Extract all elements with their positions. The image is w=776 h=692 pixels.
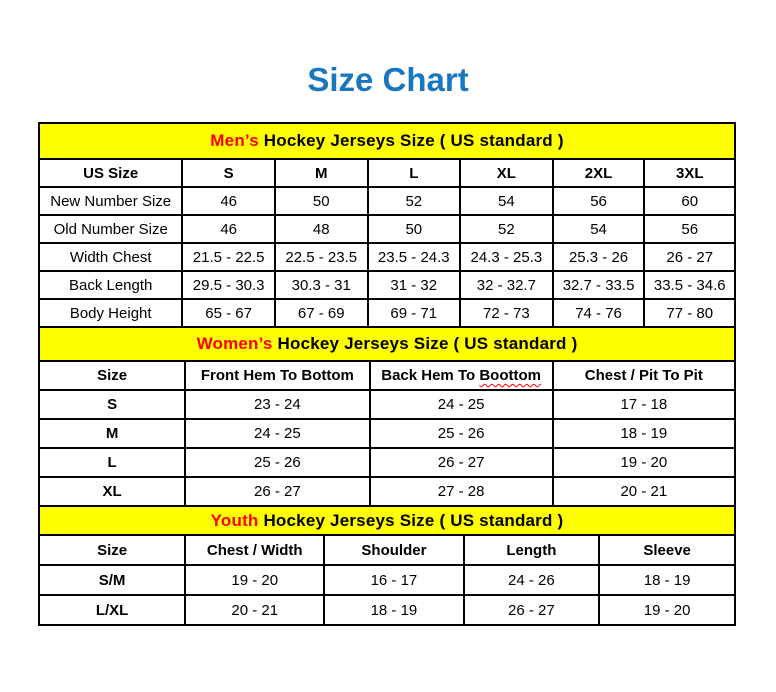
- womens-size-table: [38, 326, 736, 507]
- row-label: New Number Size: [39, 187, 182, 215]
- row-label: Back Length: [39, 271, 182, 299]
- size-cell: 54: [460, 187, 553, 215]
- row-label: Body Height: [39, 299, 182, 327]
- mens-banner-row: [39, 123, 735, 159]
- column-header: US Size: [39, 159, 182, 187]
- size-cell: 16 - 17: [324, 565, 463, 595]
- size-cell: 60: [644, 187, 735, 215]
- size-cell: 25 - 26: [185, 448, 369, 477]
- youth-table-row: [39, 595, 735, 625]
- row-label: S/M: [39, 565, 185, 595]
- size-cell: 32 - 32.7: [460, 271, 553, 299]
- size-cell: 72 - 73: [460, 299, 553, 327]
- column-header: Length: [464, 535, 600, 565]
- mens-size-table: [38, 122, 736, 328]
- size-cell: 32.7 - 33.5: [553, 271, 645, 299]
- size-cell: 20 - 21: [553, 477, 735, 506]
- row-label: S: [39, 390, 185, 419]
- size-cell: 26 - 27: [370, 448, 553, 477]
- size-cell: 74 - 76: [553, 299, 645, 327]
- size-cell: 25 - 26: [370, 419, 553, 448]
- size-cell: 56: [644, 215, 735, 243]
- size-cell: 50: [275, 187, 368, 215]
- womens-section-banner: Women’s Hockey Jerseys Size ( US standard ): [39, 327, 735, 361]
- youth-header-row: [39, 535, 735, 565]
- size-cell: 26 - 27: [185, 477, 369, 506]
- mens-table-row: [39, 215, 735, 243]
- youth-banner-highlight: Youth: [210, 510, 259, 530]
- youth-size-table: [38, 505, 736, 626]
- size-cell: 24.3 - 25.3: [460, 243, 553, 271]
- column-header: 3XL: [644, 159, 735, 187]
- size-cell: 19 - 20: [553, 448, 735, 477]
- womens-banner-highlight: Women’s: [196, 334, 273, 353]
- size-cell: 33.5 - 34.6: [644, 271, 735, 299]
- row-label: Old Number Size: [39, 215, 182, 243]
- mens-header-row: [39, 159, 735, 187]
- size-cell: 26 - 27: [644, 243, 735, 271]
- size-cell: 20 - 21: [185, 595, 324, 625]
- size-cell: 24 - 25: [370, 390, 553, 419]
- column-header: Size: [39, 535, 185, 565]
- row-label: L/XL: [39, 595, 185, 625]
- size-cell: 30.3 - 31: [275, 271, 368, 299]
- column-header: S: [182, 159, 275, 187]
- column-header: Chest / Width: [185, 535, 324, 565]
- size-tables: [38, 122, 736, 626]
- youth-table-row: [39, 565, 735, 595]
- page-title: Size Chart: [307, 61, 469, 98]
- size-cell: 50: [368, 215, 461, 243]
- size-cell: 52: [368, 187, 461, 215]
- size-cell: 19 - 20: [185, 565, 324, 595]
- size-cell: 54: [553, 215, 645, 243]
- size-cell: 24 - 25: [185, 419, 369, 448]
- size-cell: 25.3 - 26: [553, 243, 645, 271]
- size-cell: 23 - 24: [185, 390, 369, 419]
- column-header: XL: [460, 159, 553, 187]
- womens-table-row: [39, 390, 735, 419]
- womens-table-row: [39, 448, 735, 477]
- row-label: L: [39, 448, 185, 477]
- row-label: Width Chest: [39, 243, 182, 271]
- size-cell: 26 - 27: [464, 595, 600, 625]
- column-header: Size: [39, 361, 185, 390]
- size-cell: 56: [553, 187, 645, 215]
- youth-banner-row: [39, 506, 735, 535]
- column-header: Chest / Pit To Pit: [553, 361, 735, 390]
- size-cell: 67 - 69: [275, 299, 368, 327]
- size-cell: 31 - 32: [368, 271, 461, 299]
- youth-section-banner: Youth Hockey Jerseys Size ( US standard ): [39, 506, 735, 535]
- mens-table-row: [39, 299, 735, 327]
- size-cell: 65 - 67: [182, 299, 275, 327]
- column-header: M: [275, 159, 368, 187]
- size-cell: 21.5 - 22.5: [182, 243, 275, 271]
- size-cell: 18 - 19: [324, 595, 463, 625]
- column-header: L: [368, 159, 461, 187]
- column-header: Front Hem To Bottom: [185, 361, 369, 390]
- size-cell: 22.5 - 23.5: [275, 243, 368, 271]
- womens-banner-row: [39, 327, 735, 361]
- column-header: Shoulder: [324, 535, 463, 565]
- mens-table-row: [39, 187, 735, 215]
- size-cell: 18 - 19: [553, 419, 735, 448]
- womens-header-row: [39, 361, 735, 390]
- misspelled-word: Boottom: [479, 367, 541, 384]
- size-cell: 69 - 71: [368, 299, 461, 327]
- size-cell: 77 - 80: [644, 299, 735, 327]
- size-cell: 24 - 26: [464, 565, 600, 595]
- size-cell: 52: [460, 215, 553, 243]
- size-cell: 46: [182, 215, 275, 243]
- size-cell: 23.5 - 24.3: [368, 243, 461, 271]
- mens-table-row: [39, 243, 735, 271]
- womens-table-row: [39, 419, 735, 448]
- row-label: M: [39, 419, 185, 448]
- size-cell: 29.5 - 30.3: [182, 271, 275, 299]
- column-header: 2XL: [553, 159, 645, 187]
- size-cell: 18 - 19: [599, 565, 735, 595]
- womens-table-row: [39, 477, 735, 506]
- mens-table-row: [39, 271, 735, 299]
- size-cell: 19 - 20: [599, 595, 735, 625]
- size-cell: 17 - 18: [553, 390, 735, 419]
- mens-banner-highlight: Men’s: [210, 131, 259, 150]
- size-cell: 27 - 28: [370, 477, 553, 506]
- size-cell: 46: [182, 187, 275, 215]
- row-label: XL: [39, 477, 185, 506]
- size-cell: 48: [275, 215, 368, 243]
- column-header: Sleeve: [599, 535, 735, 565]
- mens-section-banner: Men’s Hockey Jerseys Size ( US standard ): [39, 123, 735, 159]
- column-header: Back Hem To Boottom: [370, 361, 553, 390]
